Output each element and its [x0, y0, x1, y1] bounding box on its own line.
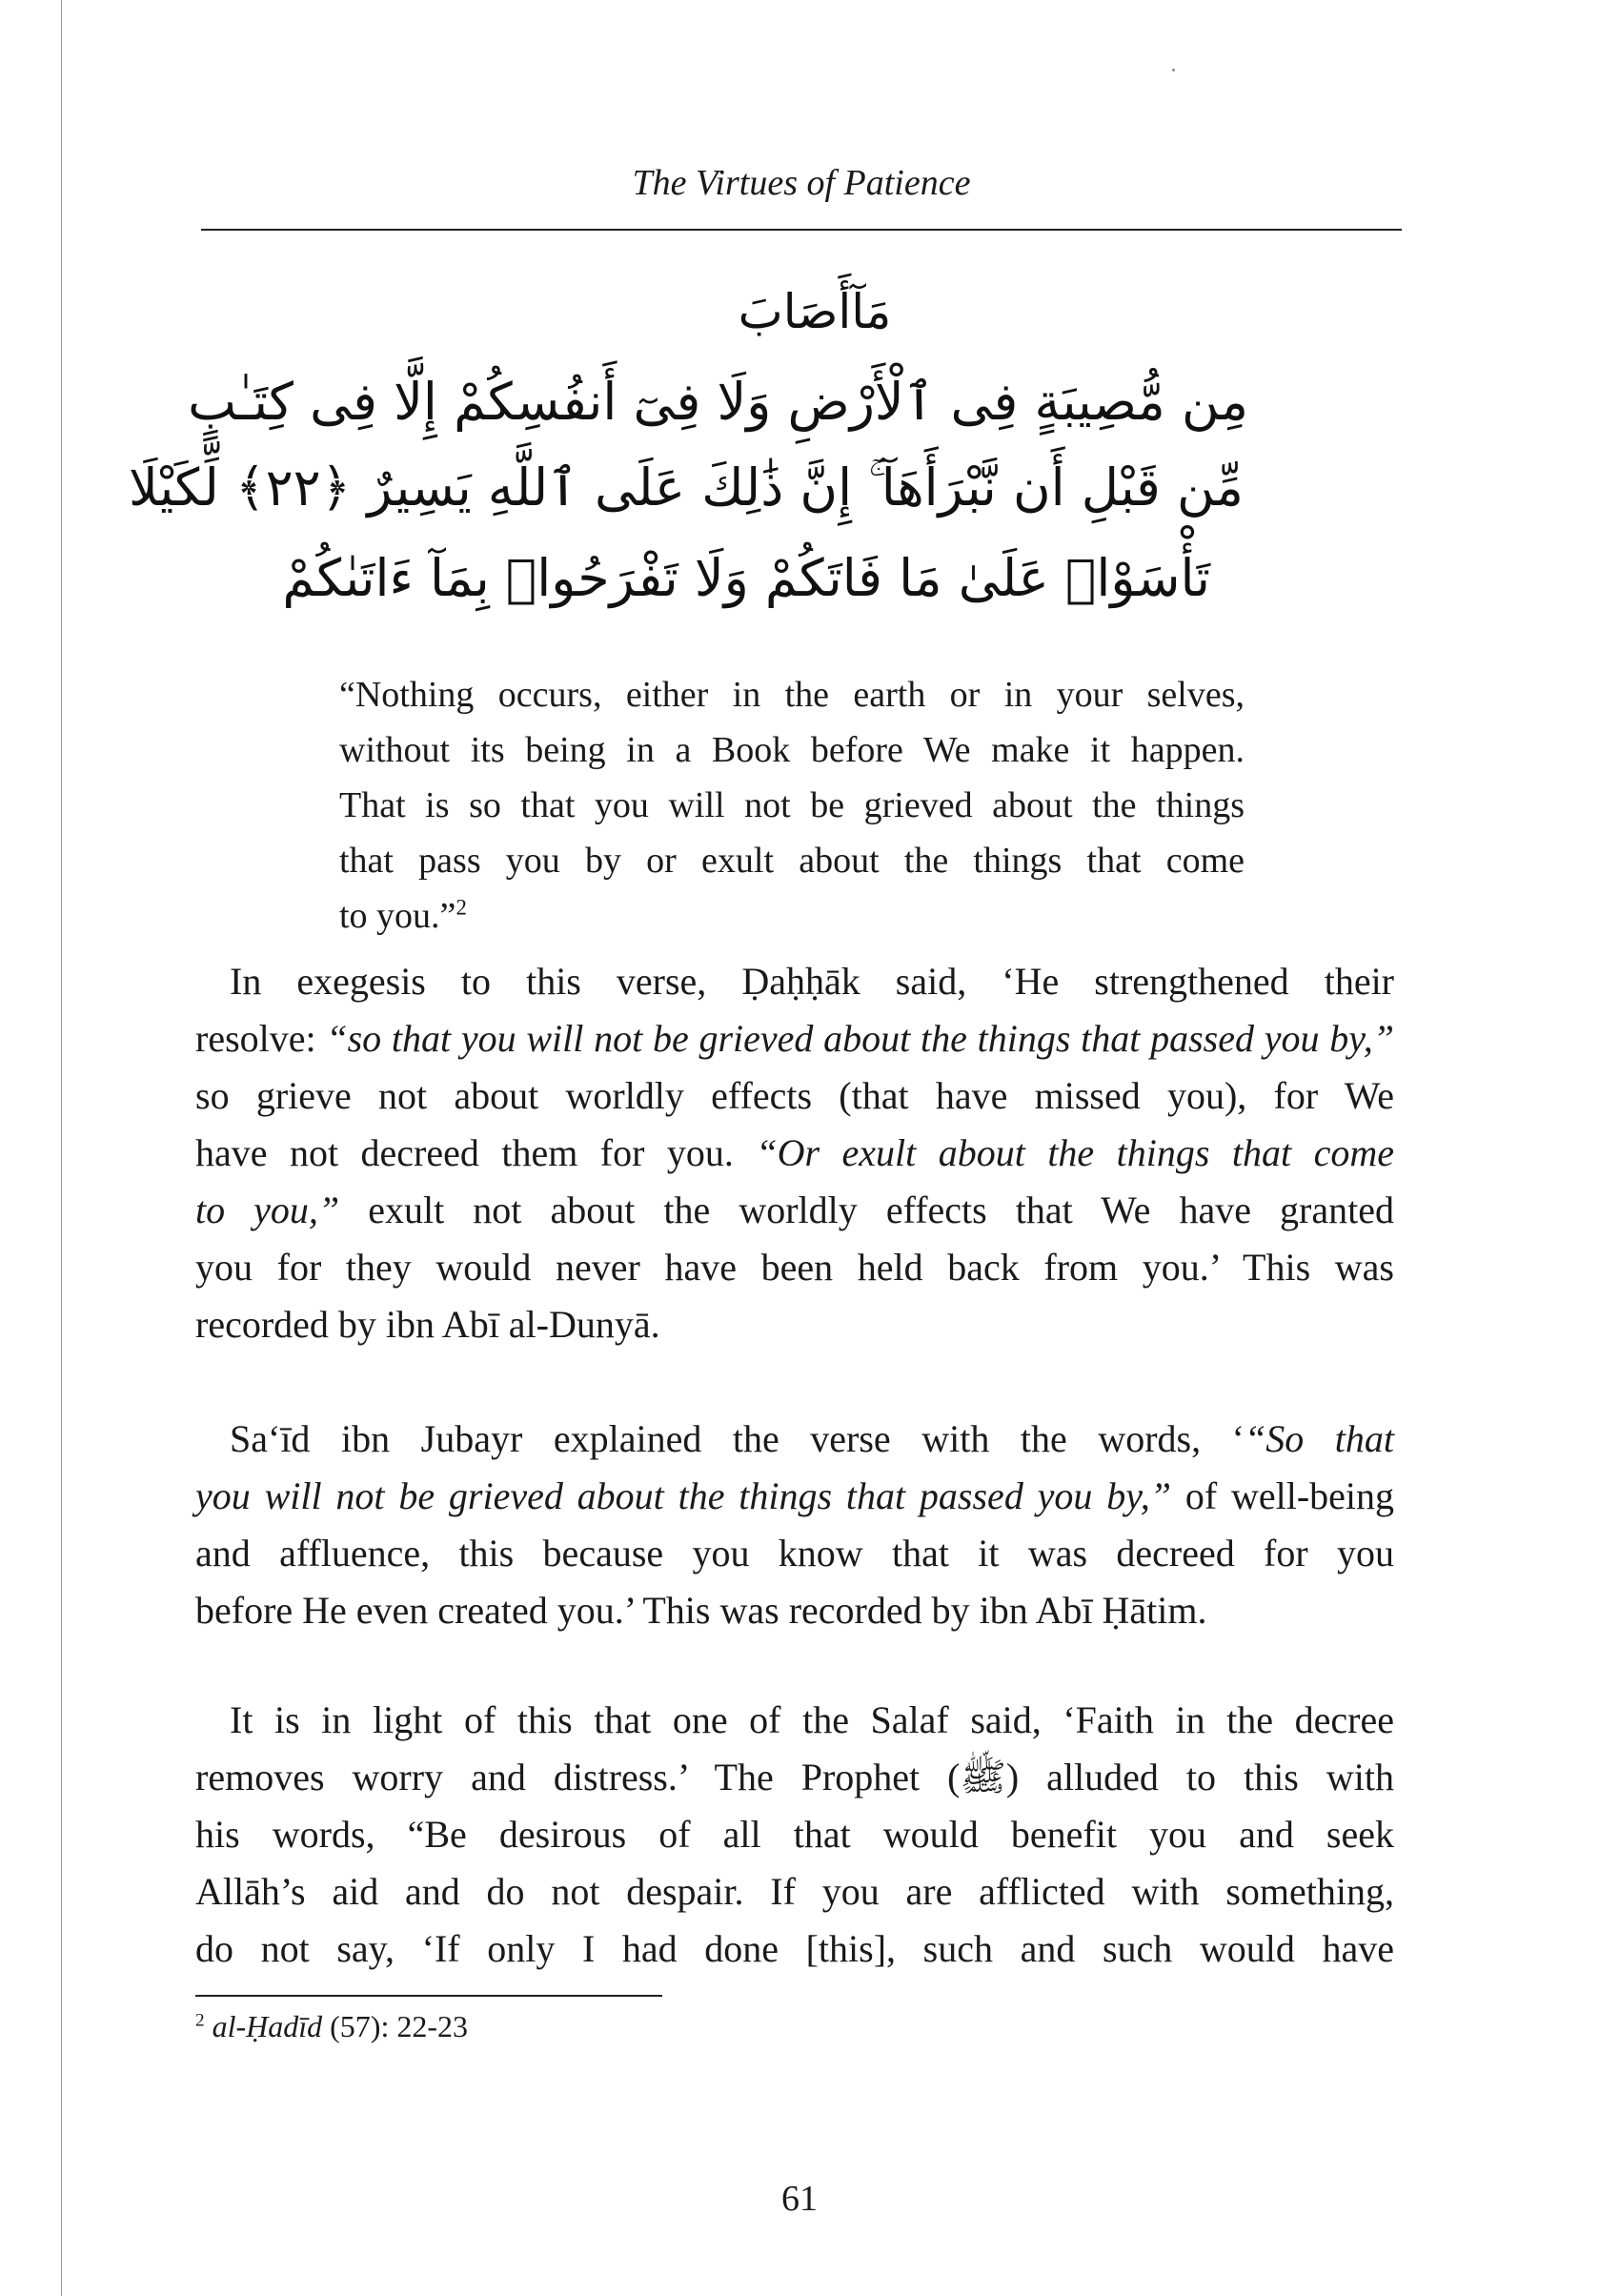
text-segment: recorded by ibn Abī al-Dunyā. [195, 1303, 660, 1346]
italic-quote-segment: “So that [1244, 1417, 1394, 1460]
text-segment: Allāh’s aid and do not despair. If you are afflicted with something, [195, 1870, 1394, 1913]
text-segment: exult not about the worldly effects that We have granted [339, 1189, 1394, 1231]
text-segment: his words, “Be desirous of all that would benefit you and seek [195, 1813, 1394, 1856]
page-number: 61 [781, 2179, 818, 2219]
arabic-verse-line: تَأْسَوْا۟ عَلَىٰ مَا فَاتَكُمْ وَلَا تَفْرَحُوا۟ بِمَآ ءَاتَىٰكُمْ [282, 548, 1210, 608]
footnote-rule [195, 1995, 662, 1997]
paragraph-line [195, 1468, 1394, 1525]
text-segment: you for they would never have been held back from you.’ This was [195, 1246, 1394, 1289]
text-segment: before He even created you.’ This was recorded by ibn Abī Ḥātim. [195, 1589, 1207, 1632]
italic-quote-segment: “so that you will not be grieved about the things that passed you by,” [326, 1017, 1394, 1060]
translation-line: that pass you by or exult about the things that come [339, 841, 1245, 881]
paragraph-line [195, 953, 1394, 1010]
verse-translation [339, 667, 1245, 944]
italic-quote-segment: you will not be grieved about the things that passed you by,” [195, 1474, 1171, 1517]
footnote-number: 2 [195, 2010, 205, 2031]
text-segment: do not say, ‘If only I had done [this], such and such would have [195, 1927, 1394, 1970]
text-segment: of well-being [1171, 1474, 1395, 1517]
paragraph-line [195, 1296, 1394, 1353]
text-segment: so grieve not about worldly effects (that have missed you), for We [195, 1074, 1394, 1117]
arabic-verse-line: مِن مُّصِيبَةٍ فِى ٱلْأَرْضِ وَلَا فِىٓ أَنفُسِكُمْ إِلَّا فِى كِتَـٰبٍ [188, 372, 1248, 432]
footnote-reference-text: (57): 22-23 [322, 2009, 468, 2043]
footnote-reference: 2 [455, 895, 467, 920]
paragraph-line [195, 1411, 1394, 1468]
footnote-source: al-Ḥadīd [212, 2009, 323, 2043]
translation-line: That is so that you will not be grieved about the things [339, 785, 1245, 825]
italic-quote-segment: “Or exult about the things that come [756, 1131, 1394, 1174]
footnote [195, 2009, 468, 2044]
paragraph-line [195, 1920, 1394, 1978]
paragraph-line [195, 1239, 1394, 1296]
text-segment: have not decreed them for you. [195, 1131, 757, 1174]
paragraph-line [195, 1182, 1394, 1239]
paragraph-line [195, 1010, 1394, 1067]
italic-quote-segment: to you,” [195, 1189, 340, 1231]
paragraph-dahhak [195, 953, 1394, 1353]
paragraph-said-ibn-jubayr [195, 1411, 1394, 1639]
text-segment: and affluence, this because you know that it was decreed for you [195, 1532, 1394, 1575]
paragraph-line [195, 1067, 1394, 1125]
text-segment: Sa‘īd ibn Jubayr explained the verse with the words, ‘ [230, 1417, 1245, 1460]
paragraph-salaf [195, 1692, 1394, 1978]
text-segment: It is in light of this that one of the Salaf said, ‘Faith in the decree [230, 1698, 1394, 1741]
scan-speck [1172, 69, 1175, 71]
translation-line: without its being in a Book before We make it happen. [339, 730, 1245, 770]
page-edge-line [61, 0, 62, 2296]
paragraph-line [195, 1582, 1394, 1639]
paragraph-line [195, 1749, 1394, 1806]
paragraph-line [195, 1525, 1394, 1582]
translation-line-text: to you.” [339, 896, 456, 936]
paragraph-line [195, 1125, 1394, 1182]
paragraph-line [195, 1863, 1394, 1920]
arabic-verse-line: مَآأَصَابَ [738, 284, 892, 339]
paragraph-line [195, 1806, 1394, 1863]
translation-line: “Nothing occurs, either in the earth or in your selves, [339, 675, 1245, 715]
text-segment: resolve: [195, 1017, 327, 1060]
translation-line [339, 888, 1245, 944]
text-segment: In exegesis to this verse, Ḍaḥḥāk said, ‘He strengthened their [230, 960, 1394, 1003]
running-header: The Virtues of Patience [632, 163, 971, 203]
text-segment: removes worry and distress.’ The Prophet (ﷺ) alluded to this with [195, 1756, 1394, 1798]
header-rule [201, 229, 1402, 231]
paragraph-line [195, 1692, 1394, 1749]
arabic-verse-line: مِّن قَبْلِ أَن نَّبْرَأَهَآ ۚ إِنَّ ذَٰلِكَ عَلَى ٱللَّهِ يَسِيرٌ ﴿٢٢﴾ لِّكَيْلَا [129, 457, 1244, 518]
